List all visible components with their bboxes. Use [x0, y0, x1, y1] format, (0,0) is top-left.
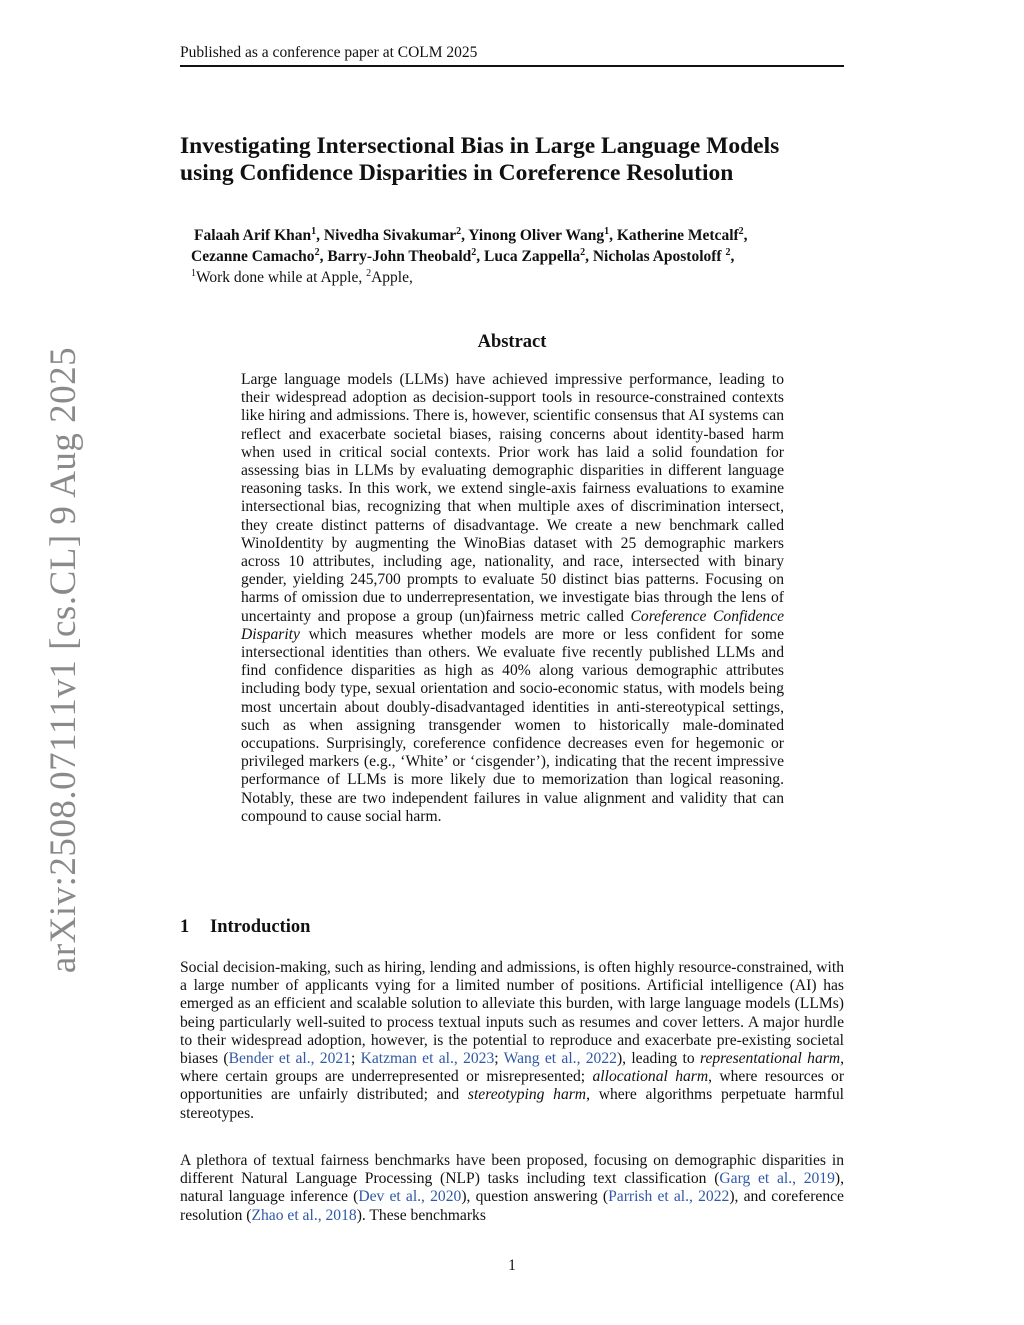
author-name: Barry-John Theobald — [327, 248, 472, 265]
paragraph-text: ), natural language inference ( — [180, 1170, 844, 1206]
paragraph-text: A plethora of textual fairness benchmarks have been proposed, focusing on demographic disparities in different Natural Language Processing (NLP) tasks including text classification ( — [180, 1152, 844, 1188]
affiliation-mark: 2 — [456, 225, 462, 237]
abstract-heading: Abstract — [477, 332, 547, 352]
affiliation-mark: 2 — [366, 267, 372, 279]
author-name: Nicholas Apostoloff — [592, 248, 722, 265]
author-name: Luca Zappella — [484, 248, 581, 265]
author-name: Falaah Arif Khan — [194, 227, 312, 244]
citation-link[interactable]: Zhao et al., 2018 — [251, 1206, 357, 1224]
author-name: Nivedha Sivakumar — [323, 227, 457, 244]
affiliation-1: Work done while at Apple, — [196, 269, 367, 286]
author-name: Katherine Metcalf — [616, 227, 739, 244]
title-line-2: using Confidence Disparities in Coreference Resolution — [180, 160, 734, 186]
affiliation-mark: 2 — [471, 246, 477, 258]
term-emphasis: allocational harm — [592, 1068, 709, 1086]
header-rule — [180, 65, 844, 67]
term-emphasis: representational harm — [699, 1050, 841, 1068]
citation-separator: ; — [350, 1050, 361, 1068]
affiliation-mark: 1 — [604, 225, 610, 237]
paragraph-text: , where algorithms perpetuate harmful stereotypes. — [180, 1086, 844, 1122]
abstract-text: which measures whether models are more or less confident for some intersectional identities than others. We evaluate five recently published LLMs and find confidence disparities as high as 40% along various demographic attributes including body type, sexual orientation and socio-economic status, with models being most uncertain about doubly-disadvantaged identities in anti-stereotypical settings, such as when assigning transgender women to historically male-dominated occupations. Surprisingly, coreference confidence decreases even for hegemonic or privileged markers (e.g., ‘White’ or ‘cisgender’), indicating that the recent impressive performance of LLMs is more likely due to memorization than logical reasoning. Notably, these are two independent failures in value alignment and validity that can compound to cause social harm. — [241, 625, 784, 825]
paragraph-text: , where resources or opportunities are unfairly distributed; and — [180, 1068, 845, 1104]
paragraph-text: Social decision-making, such as hiring, lending and admissions, is often highly resource-constrained, with a large number of applicants vying for a limited number of positions. Artificial intelligence (AI) has emerged as an efficient and scalable solution to alleviate this burden, with large language models (LLMs) being particularly well-suited to process textual inputs such as resumes and cover letters. A major hurdle to their widespread adoption, however, is the potential to reproduce and exacerbate pre-existing societal biases ( — [180, 959, 844, 1068]
citation-link[interactable]: Katzman et al., 2023 — [360, 1050, 495, 1068]
running-header: Published as a conference paper at COLM 2025 — [180, 44, 478, 61]
author-name: Yinong Oliver Wang — [468, 227, 605, 244]
intro-paragraph-1 — [180, 959, 844, 1123]
section-heading-introduction — [180, 915, 844, 939]
citation-link[interactable]: Dev et al., 2020 — [358, 1188, 462, 1206]
paragraph-text: ). These benchmarks — [356, 1206, 486, 1224]
section-title: Introduction — [210, 917, 311, 937]
affiliation-mark: 1 — [311, 225, 317, 237]
metric-name-emphasis: Coreference Confidence Disparity — [241, 607, 785, 643]
term-emphasis: stereotyping harm — [467, 1086, 587, 1104]
citation-link[interactable]: Wang et al., 2022 — [503, 1050, 617, 1068]
paragraph-text: ), question answering ( — [461, 1188, 609, 1206]
intro-paragraph-2 — [180, 1152, 844, 1225]
affiliation-mark: 1 — [191, 267, 196, 279]
citation-link[interactable]: Bender et al., 2021 — [228, 1050, 351, 1068]
citation-separator: ; — [494, 1050, 504, 1068]
abstract-text: Large language models (LLMs) have achieved impressive performance, leading to their widespread adoption as decision-support tools in resource-constrained contexts like hiring and admissions. There is, however, scientific consensus that AI systems can reflect and exacerbate societal biases, raising concerns about identity-based harm when used in critical social contexts. Prior work has laid a solid foundation for assessing bias in LLMs by evaluating demographic disparities in different language reasoning tasks. In this work, we extend single-axis fairness evaluations to examine intersectional bias, recognizing that when multiple axes of discrimination intersect, they create distinct patterns of disadvantage. We create a new benchmark called WinoIdentity by augmenting the WinoBias dataset with 25 demographic markers across 10 attributes, including age, nationality, and race, intersected with binary gender, yielding 245,700 prompts to evaluate 50 distinct bias patterns. Focusing on harms of omission due to underrepresentation, we investigate bias through the lens of uncertainty and propose a group (un)fairness metric called — [241, 371, 784, 625]
affiliations-line — [180, 267, 860, 288]
citation-link[interactable]: Parrish et al., 2022 — [608, 1188, 730, 1206]
paragraph-text: ), and coreference resolution ( — [180, 1188, 844, 1224]
affiliation-mark: 2 — [725, 246, 731, 258]
abstract-body — [241, 371, 784, 826]
authors-line-1: Falaah Arif Khan$^1$, Nivedha Sivakumar$^2$, Yinong Oliver Wang$^1$, Katherine Metcalf$^2$, — [194, 225, 748, 244]
title-line-1: Investigating Intersectional Bias in Large Language Models — [180, 133, 780, 159]
author-block — [180, 225, 860, 288]
affiliation-mark: 2 — [314, 246, 320, 258]
affiliation-mark: 2 — [738, 225, 744, 237]
citation-link[interactable]: Garg et al., 2019 — [719, 1170, 835, 1188]
paragraph-text: ), leading to — [616, 1050, 700, 1068]
authors-line-2: Cezanne Camacho$^2$, Barry-John Theobald$^2$, Luca Zappella$^2$, Nicholas Apostoloff $^2$, — [191, 246, 735, 265]
section-number: 1 — [180, 917, 190, 937]
author-name: Cezanne Camacho — [191, 248, 315, 265]
affiliation-mark: 2 — [580, 246, 586, 258]
paper-title — [180, 133, 860, 187]
page-number: 1 — [508, 1257, 516, 1274]
affiliation-2: Apple, — [371, 269, 413, 286]
paragraph-text: , where certain groups are underrepresented or misrepresented; — [180, 1050, 844, 1086]
arxiv-identifier-stamp: arXiv:2508.07111v1 [cs.CL] 9 Aug 2025 — [43, 346, 84, 974]
